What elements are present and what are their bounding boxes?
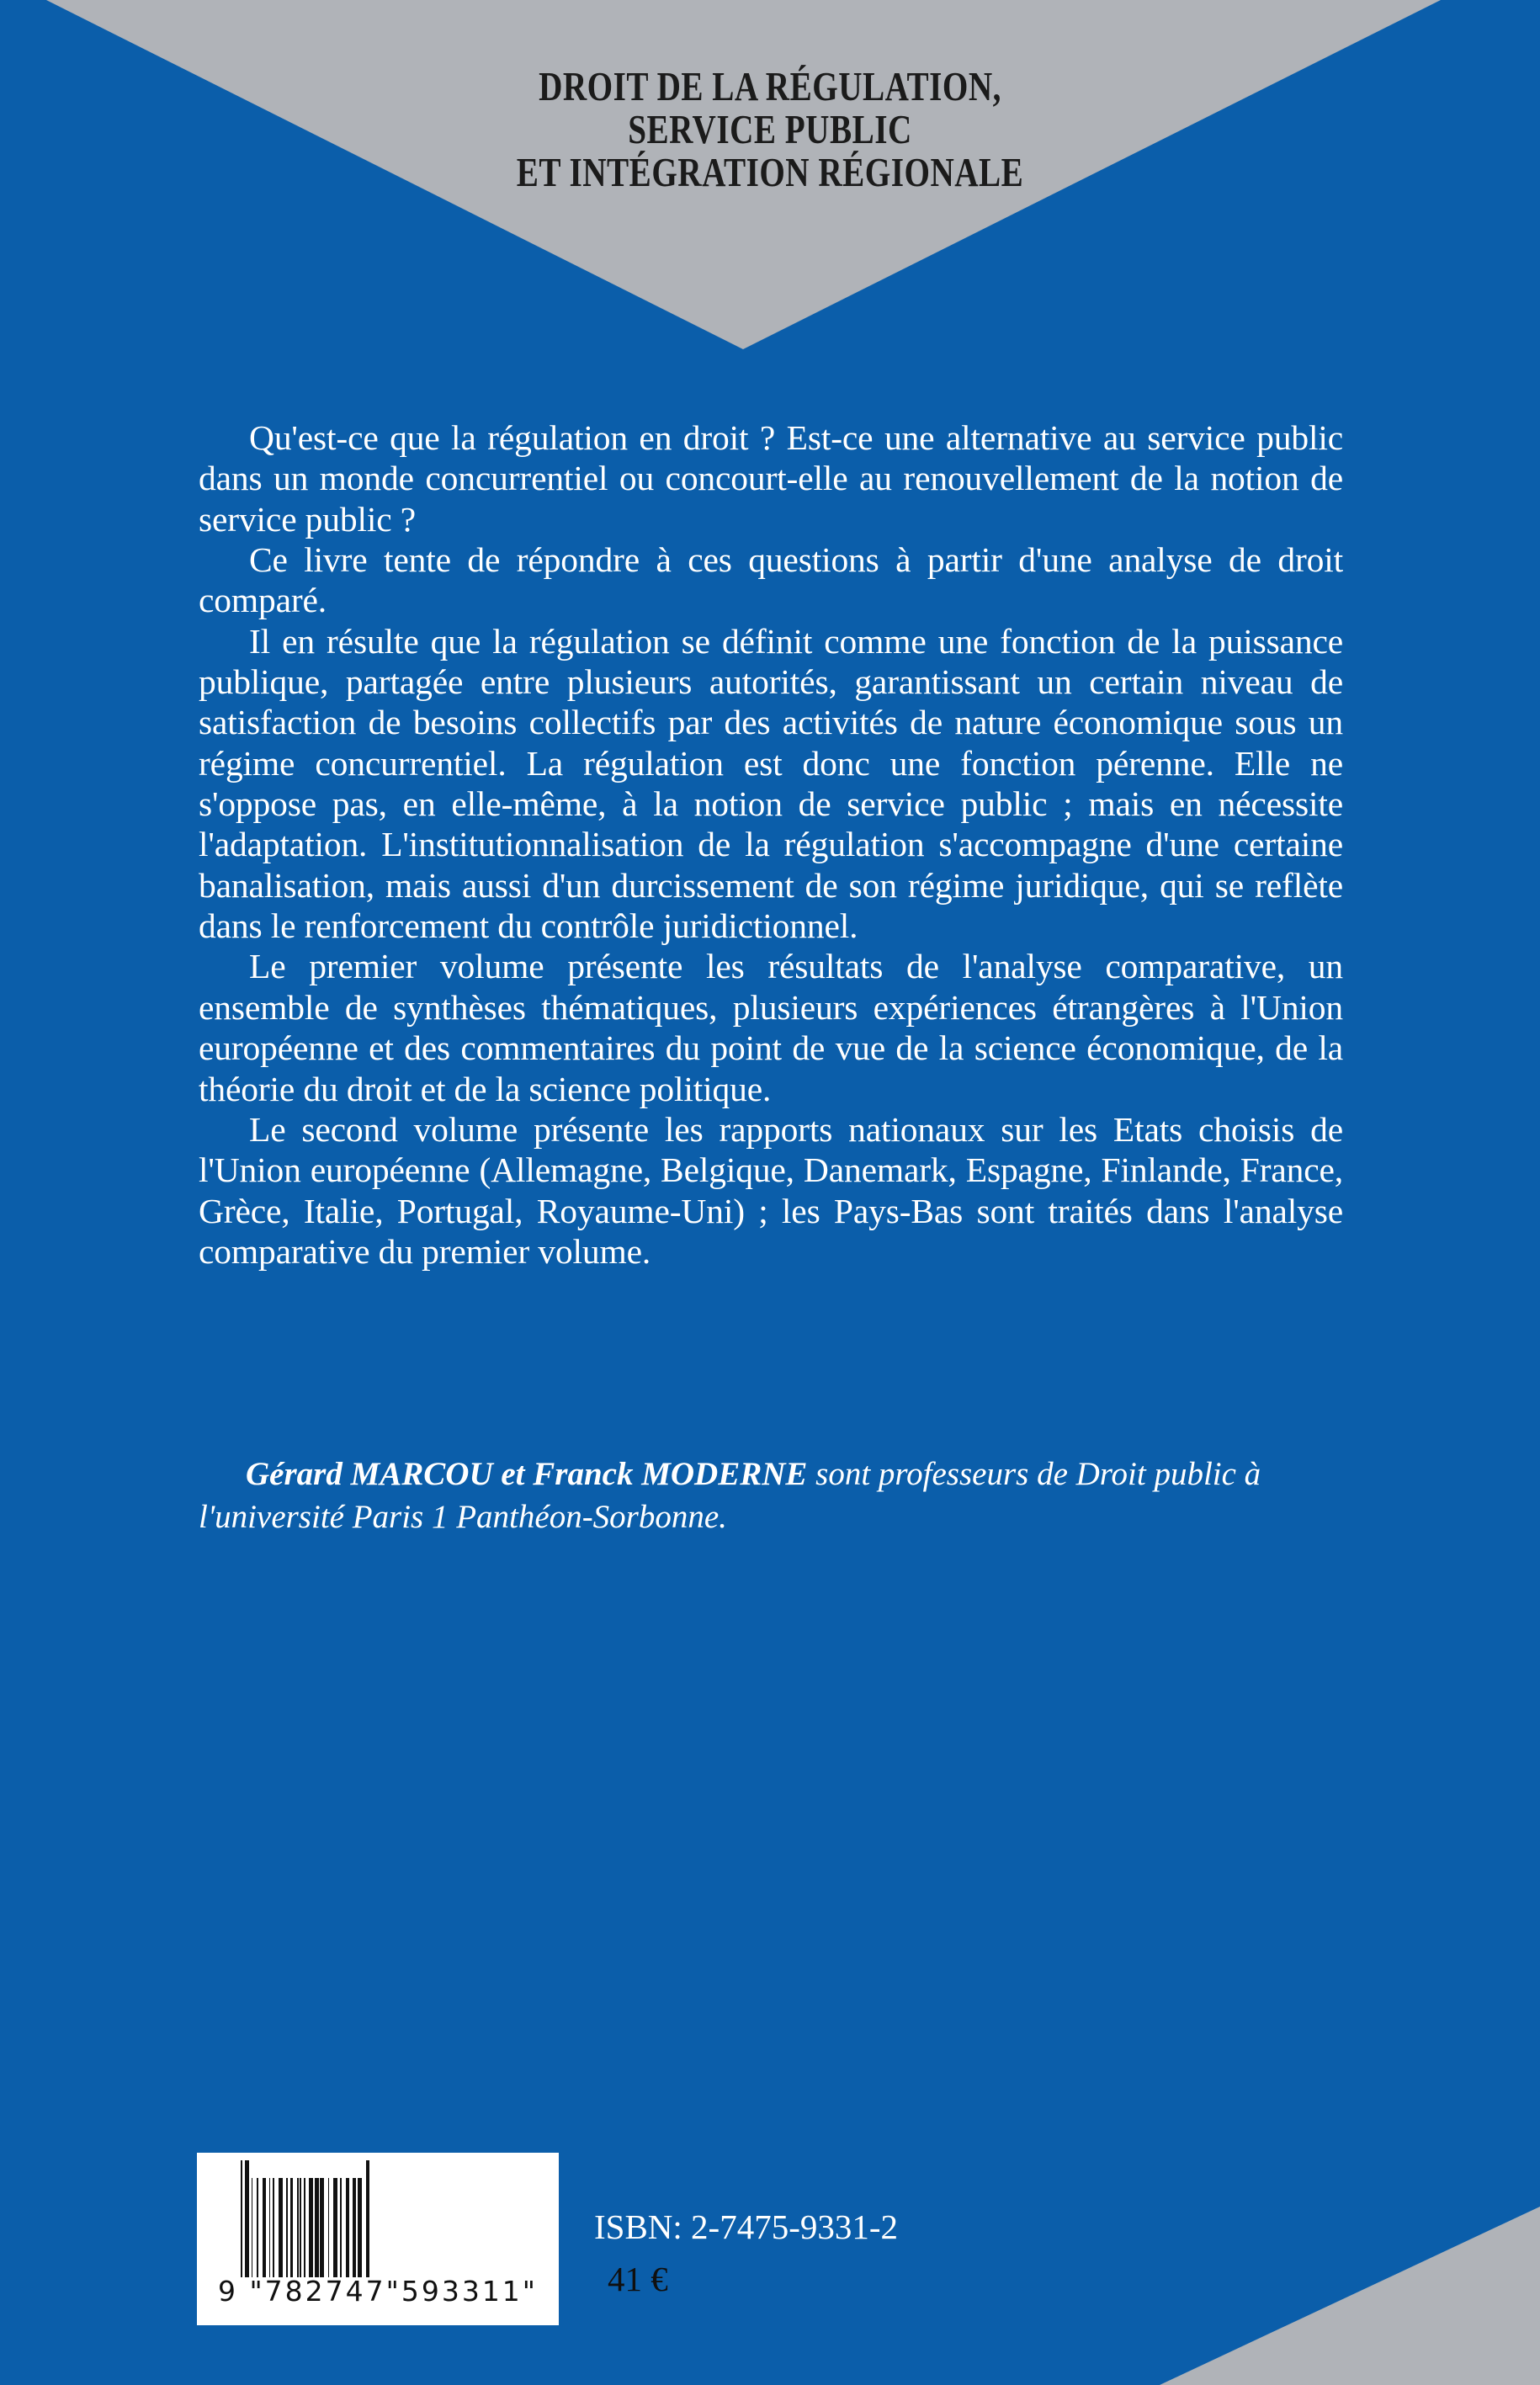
blurb-paragraph: Le premier volume présente les résultats de l'analyse comparative, un ensemble de synthèses thématiques, plusieurs expériences étrangères à l'Union européenne et des commentaires du point de vue de la science économique, de la théorie du droit et de la science politique. <box>199 947 1343 1108</box>
barcode <box>197 2153 559 2325</box>
bottom-right-gray-wedge <box>1144 2183 1540 2385</box>
blurb-paragraph: Ce livre tente de répondre à ces questions à partir d'une analyse de droit comparé. <box>199 540 1343 620</box>
barcode-digits: 9 "782747"593311" <box>218 2275 538 2308</box>
title-line-2: SERVICE PUBLIC <box>628 105 912 152</box>
title-line-1: DROIT DE LA RÉGULATION, <box>539 63 1001 109</box>
barcode-bars <box>241 2178 518 2277</box>
price-text: 41 € <box>608 2260 668 2298</box>
blurb-text <box>199 417 1343 1272</box>
wedge-gray-triangle <box>1160 2207 1540 2385</box>
blurb-paragraph: Le second volume présente les rapports nationaux sur les Etats choisis de l'Union européenne (Allemagne, Belgique, Danemark, Espagne, Finlande, France, Grèce, Italie, Portugal, Royaume-Uni) ; les Pays-Bas sont traités dans l'analyse comparative du premier volume. <box>199 1109 1343 1271</box>
blurb-paragraph: Il en résulte que la régulation se définit comme une fonction de la puissance publique, partagée entre plusieurs autorités, garantissant un certain niveau de satisfaction de besoins collectifs par des activités de nature économique sous un régime concurrentiel. La régulation est donc une fonction pérenne. Elle ne s'oppose pas, en elle-même, à la notion de service public ; mais en nécessite l'adaptation. L'institutionnalisation de la régulation s'accompagne d'une certaine banalisation, mais aussi d'un durcissement de son régime juridique, qui se reflète dans le renforcement du contrôle juridictionnel. <box>199 621 1343 946</box>
page-title <box>0 63 1540 195</box>
title-line-3: ET INTÉGRATION RÉGIONALE <box>516 148 1024 195</box>
author-note <box>199 1453 1343 1539</box>
author-affiliation: sont professeurs de Droit public à l'université Paris 1 Panthéon-Sorbonne. <box>199 1456 1261 1536</box>
isbn-text: ISBN: 2-7475-9331-2 <box>594 2207 899 2246</box>
blurb-paragraph: Qu'est-ce que la régulation en droit ? Est-ce une alternative au service public dans un monde concurrentiel ou concourt-elle au renouvellement de la notion de service public ? <box>199 418 1343 539</box>
wedge-shape <box>1144 2183 1540 2385</box>
author-names: Gérard MARCOU et Franck MODERNE <box>246 1456 808 1492</box>
